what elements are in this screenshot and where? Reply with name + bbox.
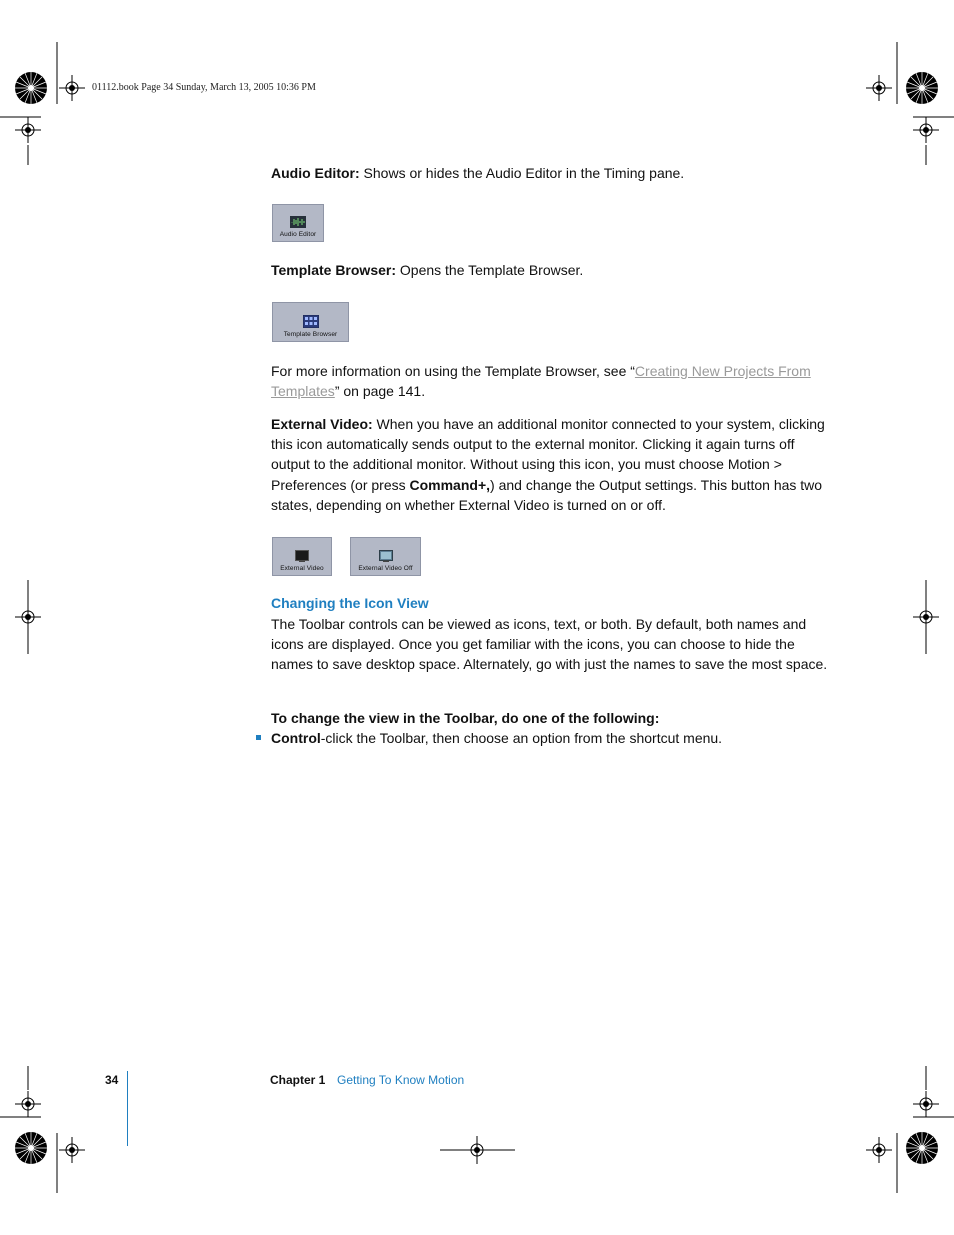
instruction-heading: To change the view in the Toolbar, do one of the following: — [271, 710, 660, 726]
external-video-off-button[interactable] — [350, 537, 421, 576]
template-browser-desc: Opens the Template Browser. — [396, 262, 584, 278]
template-browser-button[interactable] — [272, 302, 349, 342]
external-video-text1: When you have an additional monitor connected to your system, clicking this icon automatically sends output to the external monitor. Clicking it again turns off output to the additional monitor. Without using this icon, you must choose Motion > Preferences (or press — [271, 416, 825, 493]
more-info-after: ” on page 141. — [334, 383, 426, 400]
waveform-icon — [290, 216, 306, 228]
chapter-label: Chapter 1 — [270, 1073, 326, 1087]
bullet-marker — [256, 735, 261, 740]
creating-projects-link[interactable]: Creating New Projects From Templates — [271, 363, 811, 400]
template-grid-icon — [303, 315, 319, 328]
starburst-mark-tr — [906, 72, 938, 104]
starburst-mark-tl — [15, 72, 47, 104]
chapter-title: Getting To Know Motion — [337, 1073, 465, 1087]
audio-editor-term: Audio Editor: — [271, 165, 360, 181]
audio-editor-button[interactable] — [272, 204, 324, 242]
section-body: The Toolbar controls can be viewed as icons, text, or both. By default, both names and icons are displayed. Once you get familiar with the icons, you can choose to hide the names to save desktop space. Alternately, go with just the names to save the most space. — [271, 616, 828, 673]
audio-editor-paragraph — [271, 163, 831, 183]
external-video-term: External Video: — [271, 416, 373, 432]
audio-editor-desc: Shows or hides the Audio Editor in the Timing pane. — [359, 165, 685, 181]
template-browser-paragraph — [271, 260, 831, 280]
starburst-mark-br — [906, 1132, 938, 1164]
section-heading: Changing the Icon View — [271, 595, 429, 611]
bullet-bold: Control — [271, 730, 321, 746]
external-video-paragraph — [271, 414, 831, 515]
page-number: 34 — [105, 1073, 119, 1087]
more-info-before: For more information on using the Template Browser, see “ — [271, 363, 635, 379]
external-video-off-button-label: External Video Off — [358, 565, 413, 572]
monitor-light-icon — [379, 550, 393, 562]
bullet-item — [271, 728, 831, 748]
audio-editor-button-label: Audio Editor — [279, 231, 317, 238]
more-info-paragraph — [271, 361, 831, 401]
bullet-rest: -click the Toolbar, then choose an option from the shortcut menu. — [320, 730, 723, 746]
monitor-dark-icon — [295, 550, 309, 562]
template-browser-term: Template Browser: — [271, 262, 396, 278]
print-slug: 01112.book Page 34 Sunday, March 13, 2005 10:36 PM — [92, 82, 316, 93]
starburst-mark-bl — [15, 1132, 47, 1164]
template-browser-button-label: Template Browser — [283, 331, 338, 338]
external-video-text2: ) and change the Output settings. This button has two states, depending on whether External Video is turned on or off. — [271, 476, 823, 513]
external-video-button[interactable] — [272, 537, 332, 576]
external-video-button-label: External Video — [280, 565, 324, 572]
command-shortcut: Command+, — [409, 476, 491, 493]
footer-divider — [127, 1071, 128, 1146]
